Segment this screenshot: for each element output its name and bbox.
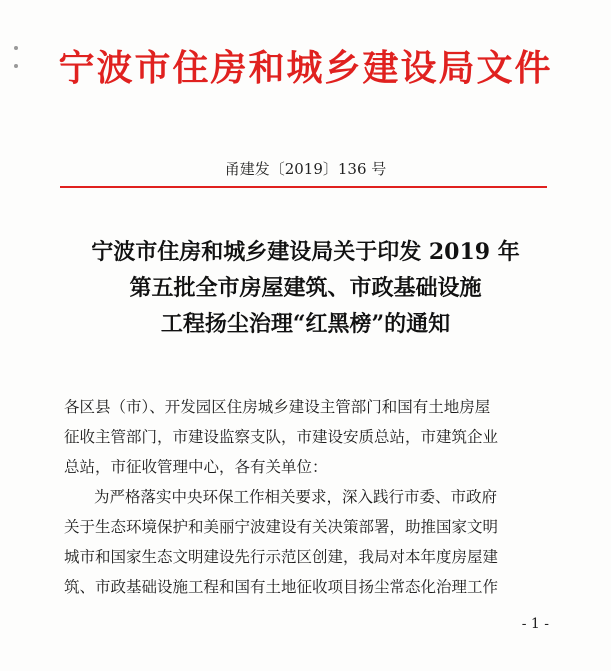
notice-title (0, 234, 611, 342)
document-header-title: 宁波市住房和城乡建设局文件 (58, 47, 553, 89)
red-divider-line (60, 186, 547, 188)
paragraph-line: 关于生态环境保护和美丽宁波建设有关决策部署，助推国家文明 (64, 518, 499, 536)
paragraph-line: 城市和国家生态文明建设先行示范区创建，我局对本年度房屋建 (64, 548, 499, 566)
paragraph-line: 为严格落实中央环保工作相关要求，深入践行市委、市政府 (94, 488, 498, 506)
notice-title-line: 工程扬尘治理“红黑榜”的通知 (160, 311, 451, 337)
notice-title-line: 第五批全市房屋建筑、市政基础设施 (129, 275, 482, 301)
paragraph-line: 筑、市政基础设施工程和国有土地征收项目扬尘常态化治理工作 (64, 578, 499, 596)
page-number: - 1 - (521, 616, 549, 632)
document-number: 甬建发〔2019〕136 号 (224, 160, 387, 178)
body-text (64, 392, 552, 602)
notice-title-line: 宁波市住房和城乡建设局关于印发 2019 年 (91, 239, 520, 265)
addressee-line: 总站，市征收管理中心，各有关单位： (64, 458, 328, 476)
addressee-line: 征收主管部门，市建设监察支队，市建设安质总站，市建筑企业 (64, 428, 499, 446)
addressee-line: 各区县（市）、开发园区住房城乡建设主管部门和国有土地房屋 (64, 398, 491, 416)
